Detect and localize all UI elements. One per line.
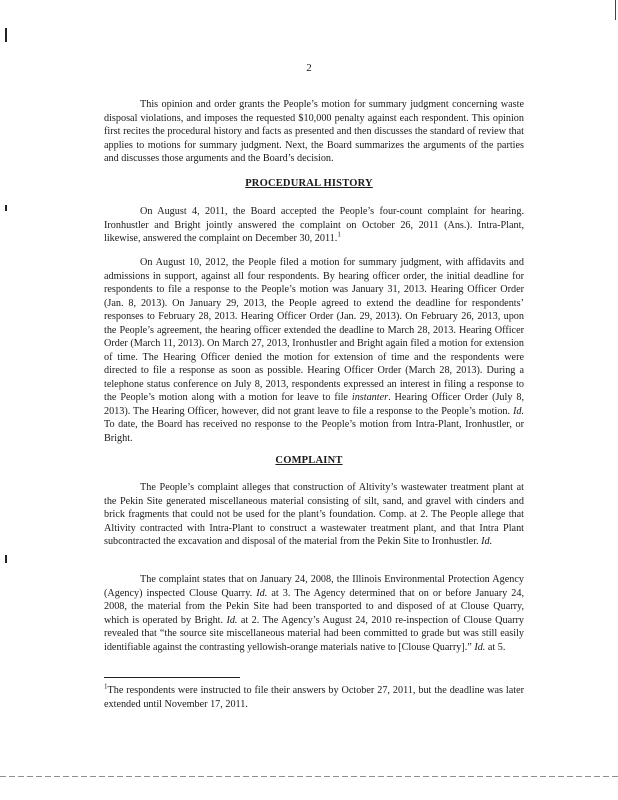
footnote-reference[interactable]: 1 [337,230,341,239]
footnote-text: The respondents were instructed to file their answers by October 27, 2011, but the deadline was later extended until November 17, 2011. [104,685,524,710]
complaint-para2-id-2: Id. [226,614,238,626]
ph-para2-id: Id. [512,405,525,417]
complaint-heading: COMPLAINT [275,455,343,466]
ph-para2-text-c: To date, the Board has received no response to the People’s motion from Intra-Plant, Ironhustler, or Bright. [104,419,524,444]
procedural-history-paragraph-2 [104,256,524,445]
scan-edge-mark [5,28,7,42]
ph-para2-text-b: . Hearing Officer Order (July 8, 2013). The Hearing Officer, however, did not grant leave to file a response to the People’s motion. [104,392,524,417]
complaint-para1-text: The People’s complaint alleges that construction of Altivity’s wastewater treatment plant at the Pekin Site generated miscellaneous material consisting of silt, sand, and gravel with cinders and brick fragments that could not be used for the plant’s foundation. Comp. at 2. The People allege that Altivity contracted with Intra-Plant to construct a wastewater treatment plant, and that Intra Plant subcontracted the excavation and disposal of the material from the Pekin Site to Ironhustler. [104,482,524,547]
footnote [104,684,524,711]
ph-para1-text: On August 4, 2011, the Board accepted the People’s four-count complaint for hearing. Ironhustler and Bright jointly answered the complaint on October 26, 2011 (Ans.). Intra-Plant, likewise, answered the complaint on December 30, 2011. [104,206,524,244]
complaint-para1-id: Id. [481,536,493,547]
complaint-para2-text-d: at 5. [487,641,506,653]
scan-edge-mark [615,0,616,20]
page-number: 2 [306,62,312,74]
complaint-para2-id-1: Id. [256,587,268,599]
procedural-history-heading: PROCEDURAL HISTORY [245,178,373,189]
ph-para2-italic: instanter [351,392,389,403]
complaint-para2-id-3: Id. [474,641,486,653]
footnote-divider [104,677,240,678]
complaint-paragraph-1 [104,481,524,549]
procedural-history-paragraph-1 [104,205,524,246]
scan-edge-mark [5,205,7,211]
footnote-marker: 1 [104,682,108,691]
complaint-paragraph-2 [104,573,524,654]
ph-para2-text-a: On August 10, 2012, the People filed a motion for summary judgment, with affidavits and admissions in support, against all four respondents. By hearing officer order, the initial deadline for respondents to file a response to the People’s motion was January 31, 2013. Hearing Officer Order (Jan. 8, 2013). On January 29, 2013, the People agreed to extend the deadline for respondents’ responses to February 28, 2013. Hearing Officer Order (Jan. 29, 2013). On February 26, 2013, upon the People’s agreement, the hearing officer extended the deadline to March 28, 2013. Hearing Officer Order (March 11, 2013). On March 27, 2013, Ironhustler and Bright again filed a motion for extension of time. The Hearing Officer denied the motion for extension of time and the respondents were directed to file a response as soon as possible. Hearing Officer Order (March 28, 2013). During a telephone status conference on July 8, 2013, respondents expressed an interest in filing a response to the People’s motion along with a motion for leave to file [104,257,524,403]
complaint-para2-text-c: at 2. The Agency’s August 24, 2010 re-inspection of Clouse Quarry revealed that “the source site miscellaneous material had been committed to grade but was still easily identifiable against the contrasting yellowish-orange materials native to [Clouse Quarry].” [104,614,525,653]
intro-text: This opinion and order grants the People’s motion for summary judgment concerning waste disposal violations, and imposes the requested $10,000 penalty against each respondent. This opinion first recites the procedural history and facts as presented and then discusses the standard of review that applies to motions for summary judgment. Next, the Board summarizes the arguments of the parties and discusses those arguments and the Board’s decision. [104,99,524,164]
scan-artifact-line [0,776,618,777]
complaint-para2-text-a: The complaint states that on January 24, 2008, the Illinois Environmental Protection Agency (Agency) inspected Clouse Quarry. [104,574,524,599]
complaint-para2-text-b: at 3. The Agency determined that on or before January 24, 2008, the material from the Pekin Site had been transported to and disposed of at Clouse Quarry, which is operated by Bright. [104,587,525,626]
intro-paragraph [104,98,524,166]
scan-edge-mark [5,555,7,563]
